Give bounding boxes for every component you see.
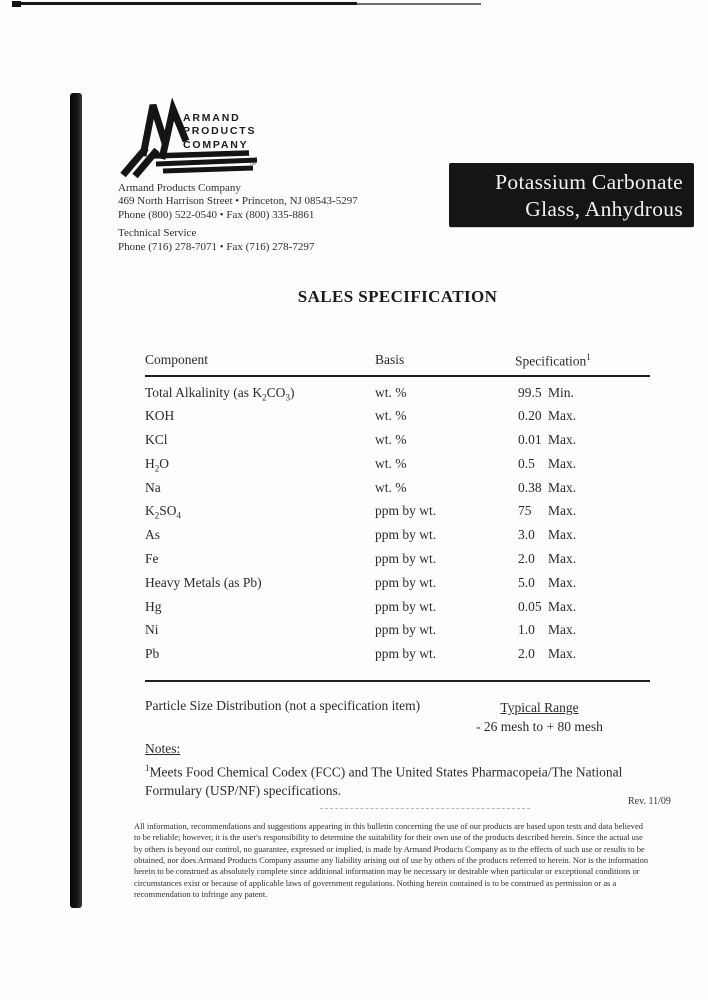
basis-cell: wt. % <box>375 408 407 424</box>
spec-qualifier-cell: Max. <box>548 574 577 590</box>
note-line-1: $^1$Meets Food Chemical Codex (FCC) and The United States Pharmacopeia/The National <box>145 762 623 780</box>
spec-qualifier-cell: Max. <box>548 455 577 471</box>
spec-value-cell: 3.0 <box>518 527 535 543</box>
logo-word-products: PRODUCTS <box>183 125 257 138</box>
basis-cell: ppm by wt. <box>375 527 437 543</box>
scan-artifact-top-line-faint <box>357 3 481 5</box>
table-row <box>145 428 650 452</box>
column-header-basis: Basis <box>375 352 405 367</box>
table-row <box>145 476 650 500</box>
notes-section <box>145 740 665 800</box>
logo-wordmark <box>183 112 256 152</box>
spec-qualifier-cell: Max. <box>548 598 577 614</box>
table-row <box>145 523 650 547</box>
particle-size-range <box>462 698 617 736</box>
component-cell: $H_2O$ <box>145 455 169 474</box>
spec-value-cell: 2.0 <box>518 646 535 662</box>
basis-cell: wt. % <box>375 432 407 448</box>
spec-value-cell: 0.38 <box>518 479 542 495</box>
disclaimer-line: recommendation to infringe any patent. <box>134 889 268 900</box>
basis-cell: ppm by wt. <box>375 622 437 638</box>
table-row <box>145 595 650 619</box>
product-name-line2: Glass, Anhydrous <box>525 196 683 221</box>
page-title: SALES SPECIFICATION <box>297 287 498 306</box>
spec-table-rows <box>145 381 650 667</box>
spec-value-cell: 0.20 <box>518 408 542 424</box>
disclaimer-line: All information, recommendations and suggestions appearing in this bulletin concerning the use of our products are based upon tests and data believed <box>134 821 643 831</box>
logo-word-company: COMPANY <box>183 138 249 151</box>
component-cell: KOH <box>145 408 175 424</box>
table-row <box>145 547 650 571</box>
component-cell: Hg <box>145 598 162 614</box>
spec-qualifier-cell: Min. <box>548 384 574 400</box>
spec-qualifier-cell: Max. <box>548 479 577 495</box>
typical-range-title: Typical Range <box>500 700 579 715</box>
disclaimer-text <box>134 821 696 900</box>
spec-qualifier-cell: Max. <box>548 646 577 662</box>
phone-fax-line: Phone (800) 522-0540 • Fax (800) 335-8861 <box>118 208 315 221</box>
address-block <box>118 182 358 254</box>
faint-divider-line <box>320 808 530 809</box>
notes-heading: Notes: <box>145 741 181 756</box>
product-title-banner <box>449 163 694 227</box>
spec-table <box>145 352 650 666</box>
spec-qualifier-cell: Max. <box>548 622 577 638</box>
table-row <box>145 571 650 595</box>
trademark-symbol: ™ <box>249 162 256 169</box>
column-header-component: Component <box>145 352 208 367</box>
basis-cell: ppm by wt. <box>375 598 437 614</box>
component-cell: As <box>145 527 161 543</box>
spec-qualifier-cell: Max. <box>548 432 577 448</box>
basis-cell: ppm by wt. <box>375 574 437 590</box>
component-cell: Ni <box>145 622 159 638</box>
spec-qualifier-cell: Max. <box>548 551 577 567</box>
logo-word-armand: ARMAND <box>183 112 241 124</box>
spec-value-cell: 2.0 <box>518 551 535 567</box>
basis-cell: wt. % <box>375 384 407 400</box>
scan-artifact-top-line <box>13 2 357 5</box>
column-header-specification: Specification$^1$ <box>515 352 591 369</box>
disclaimer-line: circumstances exist or because of applicable laws of government regulations. Nothing herein contained is to be construed as permission or as a <box>134 877 617 888</box>
product-name-line1: Potassium Carbonate <box>495 170 683 194</box>
disclaimer-line: obtained, nor does Armand Products Company assume any liability arising out of use by others of the products referred to herein. Nor is the information <box>134 855 649 866</box>
disclaimer-line: by others is beyond our control, no guarantee, expressed or implied, is made by Armand Products Company as to the effects of such use or results to be <box>134 843 645 854</box>
table-row <box>145 452 650 476</box>
table-bottom-rule <box>145 680 650 682</box>
typical-range-value: - 26 mesh to + 80 mesh <box>476 719 603 734</box>
spec-qualifier-cell: Max. <box>548 503 577 519</box>
component-cell: $K_2SO_4$ <box>145 503 182 522</box>
spec-value-cell: 99.5 <box>518 384 542 400</box>
spec-value-cell: 1.0 <box>518 622 535 638</box>
table-header-rule <box>145 375 650 377</box>
technical-service-label: Technical Service <box>118 227 197 240</box>
spec-value-cell: 75 <box>518 503 532 519</box>
table-row <box>145 404 650 428</box>
disclaimer-line: herein to be construed as absolutely complete since additional information may be necessary or desirable when particular or exceptional conditions or <box>134 866 640 877</box>
note-line-2: Formulary (USP/NF) specifications. <box>145 782 342 798</box>
component-cell: Fe <box>145 551 159 567</box>
basis-cell: ppm by wt. <box>375 503 437 519</box>
basis-cell: ppm by wt. <box>375 646 437 662</box>
component-cell: Total Alkalinity (as $K_2CO_3$) <box>145 384 295 403</box>
spec-value-cell: 0.01 <box>518 432 542 448</box>
basis-cell: wt. % <box>375 455 407 471</box>
component-cell: Heavy Metals (as Pb) <box>145 574 262 590</box>
spec-value-cell: 5.0 <box>518 574 535 590</box>
street-address: 469 North Harrison Street • Princeton, NJ 08543-5297 <box>118 195 358 208</box>
scan-artifact-left-binding-bar <box>70 93 82 908</box>
spec-qualifier-cell: Max. <box>548 527 577 543</box>
basis-cell: wt. % <box>375 479 407 495</box>
table-row <box>145 618 650 642</box>
particle-size-label: Particle Size Distribution (not a specification item) <box>145 698 421 713</box>
spec-qualifier-cell: Max. <box>548 408 577 424</box>
component-cell: Pb <box>145 646 160 662</box>
table-row <box>145 642 650 666</box>
spec-table-header <box>145 352 650 370</box>
table-row <box>145 381 650 405</box>
spec-value-cell: 0.05 <box>518 598 542 614</box>
technical-phone-fax-line: Phone (716) 278-7071 • Fax (716) 278-7297 <box>118 240 315 253</box>
company-name: Armand Products Company <box>118 182 241 194</box>
spec-value-cell: 0.5 <box>518 455 535 471</box>
component-cell: KCl <box>145 432 168 448</box>
disclaimer-line: to be reliable; however, it is the user's responsibility to determine the suitability for their own use of the products described herein. Since the actual use <box>134 832 643 843</box>
table-row <box>145 499 650 523</box>
revision-label: Rev. 11/09 <box>628 796 671 807</box>
basis-cell: ppm by wt. <box>375 551 437 567</box>
component-cell: Na <box>145 479 161 495</box>
